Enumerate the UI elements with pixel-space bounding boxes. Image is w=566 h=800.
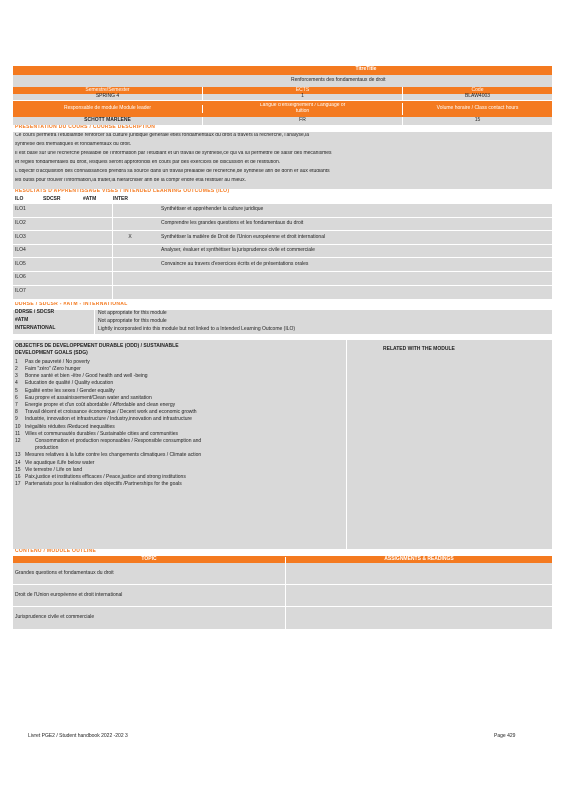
responsable-value: SCHOTT MARLENE [13,117,203,125]
ilo-spacer [43,218,113,231]
odd-goal [13,481,552,488]
odd-goal-text: Partenariats pour la réalisation des objectifs /Partnerships for the goals [25,481,182,488]
odd-goal [13,381,552,388]
odd-goal-text: Vie aquatique /Life below water [25,459,95,466]
page-footer [28,734,528,740]
title-label: TitreTitle [355,66,377,72]
dsr-text: Lightly incorporated into this module but not linked to a Intended Learning Outcome (ILO) [98,326,296,333]
presentation-line: et règles fondamentales du droit, lesquels seront approfondis en cours par des exercices de discussion et de restitution. [15,160,281,165]
ilo-spacer [43,204,113,217]
ilo-id: ILO5 [15,260,26,267]
syllabus-sheet [13,66,552,629]
odd-goal-number: 1 [15,358,18,365]
topic-text: Grandes questions et fondamentaux du droit [13,563,286,584]
topic-row [13,563,552,585]
odd-goal-text: Consommation et production responsables / Responsible consumption and [35,437,202,444]
responsable-label: Responsable de module Module leader [13,105,203,113]
odd-goal-number: 11 [15,430,21,437]
dsr-heading: DDRSE / SDCSR - #ATM - INTERNATIONAL [15,302,128,308]
ilo-table [13,204,552,299]
volume-label: Volume horaire / Class contact hours [436,105,519,112]
presentation-heading: PRESENTATION DU COURS / COURSE DESCRIPTION [15,125,156,130]
presentation-line: L'objectif d'acquisition des connaissances prendra sa source dans un travail préalable de recherche,de synthèse afin de donn er aux étudiants [15,169,330,174]
code-label: Code [471,86,484,93]
odd-goal [13,460,552,467]
odd-goal-text: Inégalités réduites /Reduced inequalities [25,423,115,430]
responsable-value-row [13,117,552,125]
ilo-text: Comprendre les grandes questions et les fondamentaux du droit [161,220,304,227]
ilo-id: ILO2 [15,220,26,227]
ilo-id: ILO6 [15,274,26,281]
dsr-row [13,318,552,326]
footer-page-number: Page 429 [494,733,516,739]
topic-row [13,585,552,607]
topic-text: Jurisprudence civile et commerciale [13,607,286,629]
ilo-spacer [43,245,113,258]
ilo-id: ILO3 [15,233,26,240]
ilo-spacer [43,286,113,300]
odd-goal-text: Bonne santé et bien -être / Good health and well -being [25,373,148,380]
ects-value: 1 [203,93,403,101]
ilo-row [13,204,552,218]
ilo-row [13,258,552,272]
presentation-line: Il est basé sur une recherche préalable de l'information par l'étudiant et un travail de synthèse,ce qui va lui permettre de saisir des mécanismes [15,151,332,156]
dsr-row [13,310,552,318]
course-title: Renforcements des fondamentaux de droit [291,77,386,84]
semester-value-row [13,94,552,101]
ilo-spacer [43,231,113,244]
odd-divider [346,340,347,549]
odd-goal [13,453,552,460]
odd-heading-1: OBJECTIFS DE DEVELOPPEMENT DURABLE (ODD) / SUSTAINABLE [15,343,179,350]
odd-goal-text: Education de qualité / Quality education [25,380,114,387]
ilo-row [13,231,552,245]
odd-goal-number: 12 [15,437,21,444]
ilo-text: Analyser, évaluer et synthétiser la jurisprudence civile et commerciale [161,247,315,254]
ilo-id: ILO1 [15,206,26,213]
ilo-spacer [43,258,113,271]
odd-heading-2: DEVELOPMENT GOALS (SDG) [15,350,88,357]
odd-goal-number: 6 [15,394,18,401]
odd-goal-number: 7 [15,402,18,408]
language-value: FR [203,117,403,125]
semester-label: Semestre/Semester [13,87,203,95]
odd-goal-text: Travail décent et croissance économique / Decent work and economic growth [25,409,197,416]
odd-goal-text: Eau propre et assainissement/Clean water and sanitation [25,394,152,401]
ilo-col-atm: #ATM [83,196,97,203]
code-value: BLAW4003 [464,93,491,100]
dsr-row [13,326,552,334]
ilo-col-inter: INTER [113,196,128,203]
dsr-label: #ATM [13,318,95,326]
odd-related-label: RELATED WITH THE MODULE [383,346,455,353]
language-label: Langue d'enseignement / Language of tuition [203,103,403,115]
volume-value: 15 [474,117,481,124]
odd-goal [13,438,552,445]
ilo-text: Convaincre au travers d'exercices écrits et de présentations orales [161,260,309,267]
topic-label: TOPIC [13,557,286,563]
ects-label: ECTS [203,87,403,95]
odd-goal-number: 16 [15,473,21,480]
dsr-text: Not appropriate for this module [98,318,167,325]
responsable-label-row [13,101,552,117]
odd-goal-number: 5 [15,387,18,394]
odd-goal-number: 15 [15,466,21,473]
ilo-col-ilo: ILO [15,196,24,203]
odd-goal-text: Pas de pauvreté / No poverty [25,358,90,365]
contenu-col-headers [13,556,552,563]
assign-label: ASSIGNMENTS & READINGS [384,555,454,562]
ilo-row [13,272,552,286]
ilo-heading: RESULTATS D'APPRENTISSAGE VISES / INTENDED LEARNING OUTCOMES (ILO) [15,189,230,194]
topic-text: Droit de l'Union européenne et droit international [13,585,286,606]
odd-goal-number: 13 [15,452,21,459]
presentation-body [13,132,552,189]
presentation-line: Ce cours permetra l'étudiantde renforcer sa culture juridique générale etles fondamentaux du droit à travers la recherche, l'analyse,la [15,133,310,138]
odd-goal-number: 8 [15,409,18,416]
presentation-line: les outils pour trouver l'information,la traiter,la hiérarchiser afin de la compr endre etla restituer au mieux. [15,178,247,183]
dsr-text: Not appropriate for this module [98,310,167,317]
odd-goal-text: Vie terrestre / Life on land [25,466,83,473]
odd-goal-number: 14 [15,459,21,466]
dsr-table [13,310,552,334]
odd-goal-text: Faim "zéro" /Zero hunger [25,366,81,373]
odd-goal-number: 4 [15,380,18,387]
odd-goal-text: Egalité entre les sexes / Gender equality [25,387,115,394]
footer-left: Livret PGE2 / Student handbook 2022 -202 3 [28,733,128,739]
ilo-col-sdcsr: SDCSR [43,196,61,203]
ilo-id: ILO4 [15,247,26,254]
odd-goal-number: 10 [15,423,21,430]
ilo-mark: X [128,233,132,240]
semester-value: SPRING 4 [13,93,203,101]
odd-goal-number: 2 [15,366,18,373]
odd-goal [13,359,552,366]
odd-goal-text: Villes et communautés durables / Sustainable cities and communities [25,430,179,437]
contenu-heading: CONTENU / MODULE OUTLINE [15,549,97,555]
odd-goal-text: Paix,justice et institutions efficaces / Peace,justice and strong institutions [25,473,186,480]
ilo-row [13,245,552,259]
odd-goal [13,424,552,431]
contenu-table [13,563,552,629]
odd-goal-text: Industrie, innovation et infrastructure / Industry,innovation and infrastructure [25,416,192,423]
ilo-row [13,218,552,232]
ilo-row [13,286,552,300]
topic-row [13,607,552,629]
odd-goal-text: Mesures relatives à la lutte contre les changements climatiques / Climate action [25,452,202,459]
ilo-spacer [43,272,113,285]
ilo-col-headers [13,196,552,204]
ilo-text: Synthétiser la matière de Droit de l'Union européenne et droit international [161,233,326,240]
presentation-line: synthèse des thématiques et fondamentaux du droit. [15,142,132,147]
odd-goal-number: 3 [15,373,18,380]
dsr-label: INTERNATIONAL [13,326,95,334]
odd-goal-number: 17 [15,481,21,488]
odd-goal [13,417,552,424]
odd-table [13,340,552,549]
course-title-row [13,75,552,87]
dsr-label: DDRSE / SDCSR [13,310,95,318]
odd-goal-text: production [35,445,59,452]
ilo-id: ILO7 [15,288,26,295]
odd-goal-text: Energie propre et d'un coût abordable / Affordable and clean energy [25,402,176,408]
title-label-row [13,66,552,75]
odd-goal-number: 9 [15,416,18,423]
ilo-text: Synthétiser et appréhender la culture juridique [161,206,264,213]
